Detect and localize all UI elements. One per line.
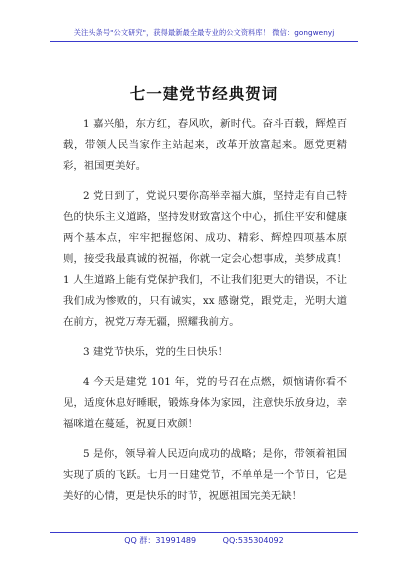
paragraph-5: 5 是你，领导着人民迈向成功的战略；是你，带领着祖国实现了质的飞跃。七月一日建党节，不单单是一个节日，它是美好的心情，更是快乐的时节，祝愿祖国完美无缺！ [63,448,347,502]
footer-qq-group: QQ 群：31991489 [124,536,197,545]
document-body [63,114,347,516]
page-footer [50,532,358,546]
paragraph-2: 2 党日到了，党说只要你高举幸福大旗，坚持走有自己特色的快乐主义道路，坚持发财致富这个中心，抓住平安和健康两个基本点，牢牢把握悠闲、成功、精彩、辉煌四项基本原则，接受我最真诚的祝福，你就一定会心想事成，美梦成真！1 人生道路上能有党保护我们，不让我们犯更大的错误，不让我们成为惨败的，只有诚实，xx 感谢党，跟党走，光明大道在前方，祝党万寿无疆，照耀我前方。 [63,190,347,328]
footer-qq: QQ:535304092 [222,536,284,545]
paragraph-4: 4 今天是建党 101 年，党的号召在点燃，烦恼请你看不见，适度休息好睡眠，锻炼身体为家园，注意快乐放身边，幸福咪道在蔓延，祝夏日欢颜！ [63,376,347,430]
document-title: 七一建党节经典贺词 [129,85,279,103]
page-header [50,28,358,42]
paragraph-3: 3 建党节快乐，党的生日快乐！ [83,346,228,358]
header-promo-text: 关注头条号"公文研究"，获得最新最全最专业的公文资料库！ 微信：gongwenyj [73,28,335,37]
paragraph-1: 1 嘉兴船，东方红，春风吹，新时代。奋斗百载，辉煌百载，带领人民当家作主站起来，改革开放富起来。愿党更精彩，祖国更美好。 [63,118,347,172]
